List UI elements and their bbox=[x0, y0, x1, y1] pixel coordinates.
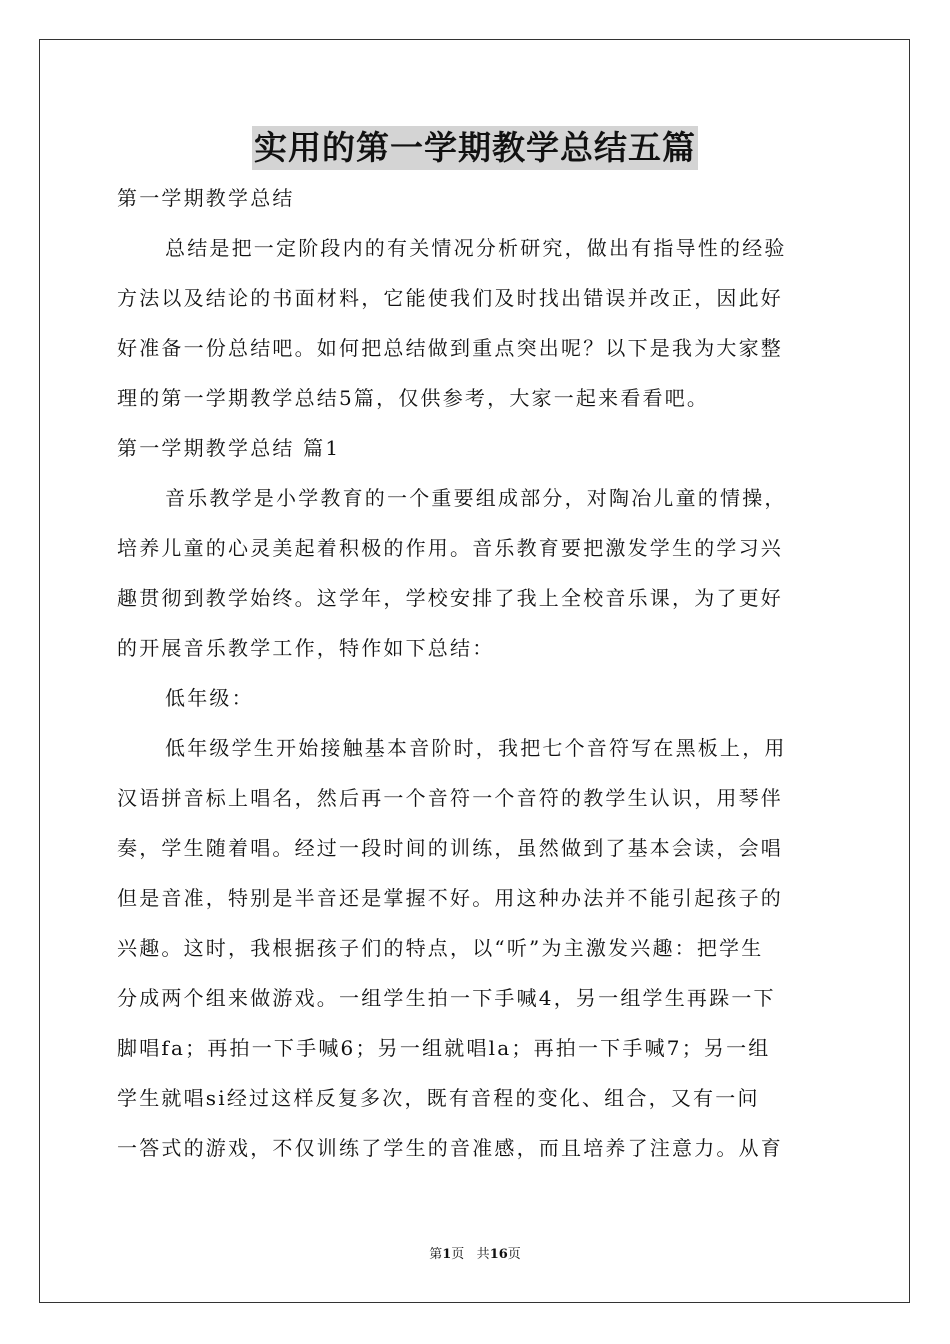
footer-total-pages: 16 bbox=[489, 1247, 508, 1262]
paragraph-line: 脚唱fa；再拍一下手喊6；另一组就唱la；再拍一下手喊7；另一组 bbox=[117, 1036, 771, 1060]
footer-total-prefix: 共 bbox=[476, 1247, 490, 1262]
paragraph-line: 低年级学生开始接触基本音阶时，我把七个音符写在黑板上，用 bbox=[165, 736, 787, 760]
paragraph-line: 分成两个组来做游戏。一组学生拍一下手喊4，另一组学生再跺一下 bbox=[117, 986, 776, 1010]
footer-page-number: 1 bbox=[442, 1247, 452, 1262]
subheading: 低年级： bbox=[165, 686, 254, 710]
paragraph-line: 好准备一份总结吧。如何把总结做到重点突出呢？以下是我为大家整 bbox=[117, 336, 783, 360]
title-container bbox=[0, 126, 950, 170]
section-heading: 第一学期教学总结 bbox=[117, 186, 295, 210]
paragraph-line: 一答式的游戏，不仅训练了学生的音准感，而且培养了注意力。从育 bbox=[117, 1136, 783, 1160]
footer-page-prefix: 第 bbox=[429, 1247, 443, 1262]
paragraph-line: 理的第一学期教学总结5篇，仅供参考，大家一起来看看吧。 bbox=[117, 386, 710, 410]
section-heading: 第一学期教学总结 篇1 bbox=[117, 436, 341, 460]
paragraph-line: 的开展音乐教学工作，特作如下总结： bbox=[117, 636, 495, 660]
paragraph-line: 汉语拼音标上唱名，然后再一个音符一个音符的教学生认识，用琴伴 bbox=[117, 786, 783, 810]
page-footer bbox=[0, 1246, 950, 1264]
paragraph-line: 但是音准，特别是半音还是掌握不好。用这种办法并不能引起孩子的 bbox=[117, 886, 783, 910]
footer-total-suffix: 页 bbox=[507, 1247, 521, 1262]
paragraph-line: 学生就唱si经过这样反复多次，既有音程的变化、组合，又有一问 bbox=[117, 1086, 760, 1110]
paragraph-line: 奏，学生随着唱。经过一段时间的训练，虽然做到了基本会读，会唱 bbox=[117, 836, 783, 860]
document-title: 实用的第一学期教学总结五篇 bbox=[252, 126, 698, 170]
paragraph-line: 音乐教学是小学教育的一个重要组成部分，对陶冶儿童的情操， bbox=[165, 486, 787, 510]
footer-page-suffix: 页 bbox=[451, 1247, 465, 1262]
paragraph-line: 培养儿童的心灵美起着积极的作用。音乐教育要把激发学生的学习兴 bbox=[117, 536, 783, 560]
paragraph-line: 兴趣。这时，我根据孩子们的特点，以“听”为主激发兴趣：把学生 bbox=[117, 936, 764, 960]
paragraph-line: 总结是把一定阶段内的有关情况分析研究，做出有指导性的经验 bbox=[165, 236, 787, 260]
paragraph-line: 趣贯彻到教学始终。这学年，学校安排了我上全校音乐课，为了更好 bbox=[117, 586, 783, 610]
paragraph-line: 方法以及结论的书面材料，它能使我们及时找出错误并改正，因此好 bbox=[117, 286, 783, 310]
page-border bbox=[39, 39, 910, 1303]
